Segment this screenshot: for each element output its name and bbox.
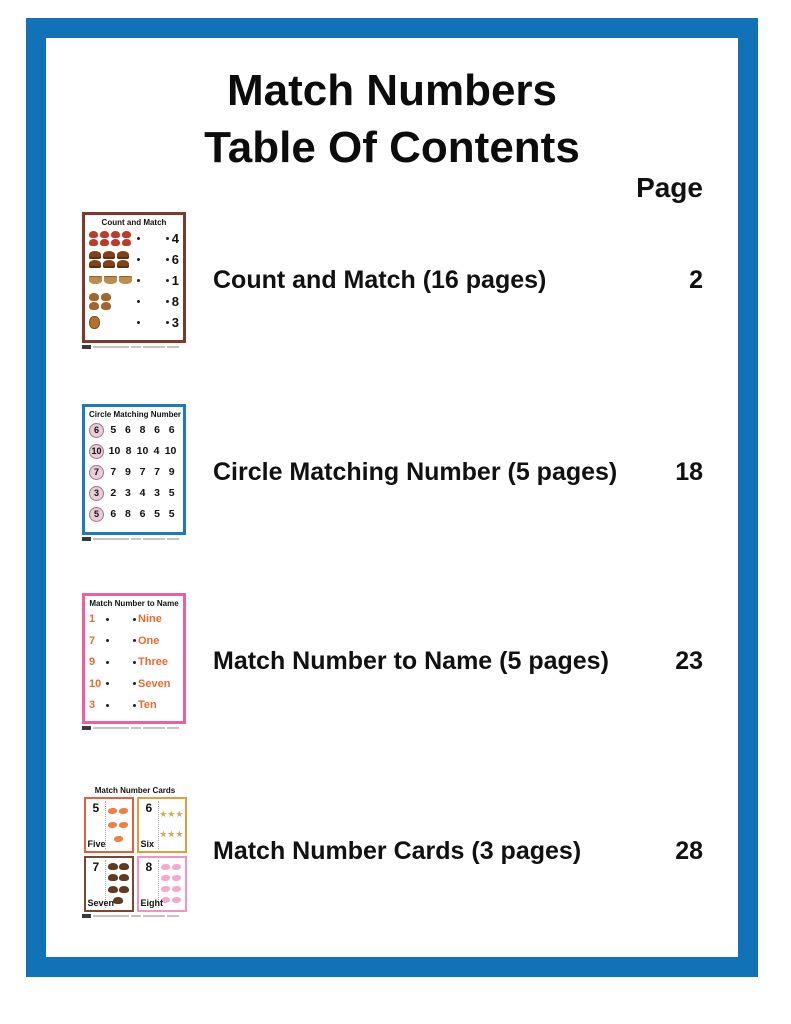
target-number-circle: 5 xyxy=(89,507,104,522)
option-number: 7 xyxy=(154,466,160,478)
match-number: 1 xyxy=(89,613,96,626)
count-and-match-rows xyxy=(89,228,179,333)
bird-icon xyxy=(122,239,131,246)
count-and-match-preview xyxy=(82,212,186,343)
page-title-line1: Match Numbers xyxy=(226,66,558,115)
hedgehog-icon xyxy=(119,874,129,881)
bird-icon xyxy=(100,231,109,238)
match-number-cards-grid xyxy=(84,797,187,912)
bird-icon xyxy=(89,239,98,246)
thumbnail-count-and-match xyxy=(82,212,188,349)
match-dot-left xyxy=(106,618,109,621)
turkey-icon xyxy=(103,260,115,268)
count-match-item-group xyxy=(89,293,137,310)
count-match-row xyxy=(89,291,179,312)
target-number-circle: 6 xyxy=(89,423,104,438)
count-match-row xyxy=(89,228,179,249)
count-match-item-group xyxy=(89,276,137,284)
option-number: 8 xyxy=(124,508,131,520)
basket-icon xyxy=(89,276,102,284)
match-number-to-name-rows xyxy=(89,609,179,717)
footer-fineprint xyxy=(131,538,141,540)
hedgehog-icon xyxy=(108,863,118,870)
fish-icon xyxy=(161,886,170,892)
option-number: 6 xyxy=(168,424,175,436)
match-dot-left xyxy=(137,300,140,303)
match-dot-left xyxy=(137,321,140,324)
count-match-number: 4 xyxy=(171,230,179,246)
count-match-item-group xyxy=(89,316,137,329)
turkey-icon xyxy=(103,251,115,259)
fish-icon xyxy=(172,875,181,881)
thumbnail-footer xyxy=(82,726,186,730)
count-match-answer xyxy=(166,232,179,245)
match-name-group xyxy=(133,635,159,647)
match-number-cards-preview-title: Match Number Cards xyxy=(94,785,176,795)
option-number: 10 xyxy=(164,445,177,457)
footer-fineprint xyxy=(143,915,165,917)
footer-fineprint xyxy=(131,727,141,729)
number-to-name-row xyxy=(89,652,179,674)
number-to-name-row xyxy=(89,609,179,631)
squirrel-icon xyxy=(101,293,111,301)
match-dot-left xyxy=(137,237,140,240)
match-name-group xyxy=(133,699,157,711)
count-match-item-group xyxy=(89,251,137,268)
match-name: Seven xyxy=(138,677,171,690)
toc-row-circle-matching-number xyxy=(82,403,703,541)
match-dot-right xyxy=(166,321,169,324)
page-content xyxy=(46,38,738,957)
option-numbers xyxy=(106,466,179,478)
toc-entry-page-number: 23 xyxy=(675,646,703,675)
hedgehog-icon xyxy=(108,886,118,893)
target-number-circle: 7 xyxy=(89,465,104,480)
thumbnail-match-number-cards xyxy=(82,785,188,918)
option-number: 9 xyxy=(124,466,131,478)
match-dot-right xyxy=(133,682,136,685)
match-dot-right xyxy=(133,661,136,664)
card-picture-group xyxy=(159,800,183,850)
count-match-number: 3 xyxy=(171,314,179,330)
match-name-group xyxy=(133,678,170,690)
match-number: 10 xyxy=(89,677,102,690)
toc-row-match-number-cards xyxy=(82,782,703,920)
match-dot-right xyxy=(133,618,136,621)
match-dot-right xyxy=(133,639,136,642)
turkey-icon xyxy=(117,260,129,268)
card-number: 7 xyxy=(92,859,100,874)
count-match-answer xyxy=(166,253,179,266)
squirrel-icon xyxy=(89,302,99,310)
option-number: 5 xyxy=(110,424,117,436)
option-number: 3 xyxy=(124,487,131,499)
option-number: 10 xyxy=(136,445,149,457)
option-numbers xyxy=(106,424,179,436)
match-name: Nine xyxy=(138,613,162,626)
match-dot-left xyxy=(106,704,109,707)
circle-matching-number-preview-title: Circle Matching Number xyxy=(89,409,182,419)
thumbnail-footer xyxy=(82,914,186,918)
number-card xyxy=(84,856,134,912)
turkey-icon xyxy=(89,260,101,268)
option-number: 5 xyxy=(168,487,175,499)
card-number-word: Seven xyxy=(87,897,115,908)
circle-matching-row xyxy=(89,462,179,483)
option-numbers xyxy=(106,508,179,520)
count-match-item-group xyxy=(89,231,137,246)
match-name: Three xyxy=(138,656,168,669)
match-dot-right xyxy=(166,237,169,240)
card-number: 6 xyxy=(145,800,153,815)
toc-entry-label: Count and Match (16 pages) xyxy=(213,265,547,294)
toc-entry-label: Circle Matching Number (5 pages) xyxy=(213,457,618,486)
option-number: 5 xyxy=(154,508,160,520)
option-number: 8 xyxy=(139,424,146,436)
option-number: 6 xyxy=(110,508,117,520)
thumbnail-match-number-to-name xyxy=(82,593,188,730)
toc-entry-label: Match Number to Name (5 pages) xyxy=(213,646,609,675)
option-number: 5 xyxy=(168,508,175,520)
turkey-icon xyxy=(89,251,101,259)
page-title xyxy=(46,62,738,176)
circle-matching-row xyxy=(89,483,179,504)
footer-fineprint xyxy=(167,915,179,917)
circle-matching-row xyxy=(89,504,179,525)
hedgehog-icon xyxy=(113,897,123,904)
match-number: 7 xyxy=(89,634,96,647)
starfish-icon: ★ xyxy=(175,809,184,820)
footer-fineprint xyxy=(93,915,129,917)
footer-fineprint xyxy=(143,346,165,348)
option-number: 2 xyxy=(110,487,117,499)
toc-entry-page-number: 28 xyxy=(675,836,703,865)
starfish-icon: ★ xyxy=(175,828,184,839)
option-number: 4 xyxy=(153,445,160,457)
toc-entry-label: Match Number Cards (3 pages) xyxy=(213,836,582,865)
hedgehog-icon xyxy=(119,886,129,893)
toc-entry-page-number: 2 xyxy=(689,265,703,294)
number-to-name-row xyxy=(89,630,179,652)
thumbnail-footer xyxy=(82,345,186,349)
option-number: 10 xyxy=(108,445,121,457)
target-number-circle: 10 xyxy=(89,444,104,459)
footer-fineprint xyxy=(143,727,165,729)
squirrel-icon xyxy=(89,293,99,301)
footer-logo xyxy=(82,914,91,918)
match-number-to-name-preview xyxy=(82,593,186,724)
starfish-icon: ★ xyxy=(159,828,168,839)
match-name-group xyxy=(133,613,162,625)
match-name: Ten xyxy=(138,699,157,712)
monkey-icon xyxy=(89,316,100,329)
target-number-circle: 3 xyxy=(89,486,104,501)
starfish-icon: ★ xyxy=(159,809,168,820)
footer-fineprint xyxy=(143,538,165,540)
number-to-name-row xyxy=(89,695,179,717)
toc-row-count-and-match xyxy=(82,211,703,349)
number-card xyxy=(137,797,187,853)
bird-icon xyxy=(100,239,109,246)
footer-fineprint xyxy=(93,727,129,729)
squirrel-icon xyxy=(101,302,111,310)
fish-icon xyxy=(172,864,181,870)
thumbnail-footer xyxy=(82,537,186,541)
match-number: 9 xyxy=(89,656,96,669)
match-dot-right xyxy=(166,279,169,282)
fish-icon xyxy=(108,822,117,828)
bird-icon xyxy=(111,231,120,238)
fish-icon xyxy=(114,836,123,842)
option-numbers xyxy=(106,487,179,499)
count-match-row xyxy=(89,270,179,291)
number-to-name-row xyxy=(89,673,179,695)
page-title-line2: Table Of Contents xyxy=(204,123,580,172)
footer-logo xyxy=(82,345,91,349)
starfish-icon: ★ xyxy=(167,828,176,839)
number-card xyxy=(137,856,187,912)
fish-icon xyxy=(119,822,128,828)
card-number-word: Eight xyxy=(140,897,163,908)
footer-fineprint xyxy=(131,915,141,917)
count-match-number: 6 xyxy=(171,251,179,267)
count-match-number: 1 xyxy=(171,272,179,288)
footer-fineprint xyxy=(131,346,141,348)
hedgehog-icon xyxy=(119,863,129,870)
fish-icon xyxy=(108,808,117,814)
fish-icon xyxy=(161,864,170,870)
footer-fineprint xyxy=(93,346,129,348)
circle-matching-row xyxy=(89,441,179,462)
card-picture-group xyxy=(106,800,130,850)
count-match-answer xyxy=(166,274,179,287)
number-card xyxy=(84,797,134,853)
match-dot-left xyxy=(137,258,140,261)
footer-fineprint xyxy=(167,346,179,348)
toc-entry-page-number: 18 xyxy=(675,457,703,486)
circle-matching-number-preview xyxy=(82,404,186,535)
option-number: 3 xyxy=(154,487,160,499)
page-column-header: Page xyxy=(636,172,703,203)
option-number: 4 xyxy=(139,487,146,499)
match-dot-right xyxy=(166,258,169,261)
count-match-row xyxy=(89,312,179,333)
match-dot-left xyxy=(137,279,140,282)
option-number: 9 xyxy=(168,466,175,478)
footer-logo xyxy=(82,537,91,541)
hedgehog-icon xyxy=(108,874,118,881)
starfish-icon: ★ xyxy=(167,809,176,820)
fish-icon xyxy=(172,897,181,903)
card-number-word: Five xyxy=(87,838,106,849)
card-number-word: Six xyxy=(140,838,155,849)
option-number: 6 xyxy=(124,424,131,436)
count-match-row xyxy=(89,249,179,270)
match-dot-left xyxy=(106,639,109,642)
match-dot-right xyxy=(133,704,136,707)
match-dot-left xyxy=(106,682,109,685)
fish-icon xyxy=(161,875,170,881)
basket-icon xyxy=(104,276,117,284)
turkey-icon xyxy=(117,251,129,259)
match-dot-left xyxy=(106,661,109,664)
fish-icon xyxy=(172,886,181,892)
option-number: 6 xyxy=(139,508,146,520)
circle-matching-number-rows xyxy=(89,420,179,525)
match-dot-right xyxy=(166,300,169,303)
card-number: 8 xyxy=(145,859,153,874)
footer-fineprint xyxy=(167,727,179,729)
count-match-answer xyxy=(166,295,179,308)
count-match-answer xyxy=(166,316,179,329)
count-match-number: 8 xyxy=(171,293,179,309)
match-name-group xyxy=(133,656,168,668)
card-number: 5 xyxy=(92,800,100,815)
bird-icon xyxy=(89,231,98,238)
option-number: 8 xyxy=(125,445,132,457)
option-number: 6 xyxy=(154,424,160,436)
thumbnail-circle-matching-number xyxy=(82,404,188,541)
circle-matching-row xyxy=(89,420,179,441)
match-number-to-name-preview-title: Match Number to Name xyxy=(89,598,179,608)
option-numbers xyxy=(106,445,179,457)
toc-row-match-number-to-name xyxy=(82,592,703,730)
option-number: 7 xyxy=(139,466,146,478)
footer-logo xyxy=(82,726,91,730)
basket-icon xyxy=(119,276,132,284)
count-and-match-preview-title: Count and Match xyxy=(101,217,167,227)
match-name: One xyxy=(138,634,160,647)
page-frame xyxy=(26,18,758,977)
bird-icon xyxy=(122,231,131,238)
fish-icon xyxy=(119,808,128,814)
match-number: 3 xyxy=(89,699,96,712)
footer-fineprint xyxy=(93,538,129,540)
footer-fineprint xyxy=(167,538,179,540)
bird-icon xyxy=(111,239,120,246)
option-number: 7 xyxy=(110,466,117,478)
